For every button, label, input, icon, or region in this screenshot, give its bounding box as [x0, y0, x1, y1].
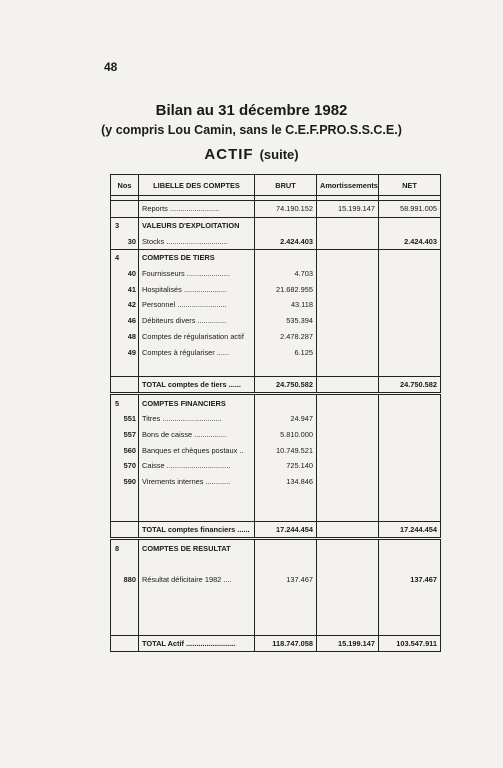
table-cell: 570	[111, 458, 139, 474]
table-cell: COMPTES DE RESULTAT	[139, 539, 255, 556]
table-cell: 535.394	[255, 313, 317, 329]
table-cell: Caisse ...............................	[139, 458, 255, 474]
table-cell	[139, 619, 255, 635]
table-row	[111, 603, 441, 619]
table-cell: 118.747.058	[255, 635, 317, 652]
table-row	[111, 344, 441, 360]
table-cell	[139, 505, 255, 521]
table-cell: 3	[111, 217, 139, 233]
table-row	[111, 394, 441, 411]
table-cell	[255, 217, 317, 233]
table-cell: Personnel ........................	[139, 297, 255, 313]
table-cell	[379, 394, 441, 411]
table-cell: 48	[111, 329, 139, 345]
table-cell	[255, 489, 317, 505]
header-amortissements: Amortissements	[317, 175, 379, 196]
table-cell	[111, 505, 139, 521]
table-row	[111, 313, 441, 329]
title-actif: ACTIF	[204, 146, 254, 163]
table-row	[111, 217, 441, 233]
table-cell: 21.682.955	[255, 281, 317, 297]
table-cell	[379, 313, 441, 329]
table-cell	[255, 394, 317, 411]
table-cell	[317, 217, 379, 233]
table-row	[111, 442, 441, 458]
table-cell: Débiteurs divers ..............	[139, 313, 255, 329]
table-cell: 4	[111, 250, 139, 266]
table-cell: 30	[111, 233, 139, 249]
table-row	[111, 281, 441, 297]
table-cell	[317, 394, 379, 411]
table-row	[111, 539, 441, 556]
table-cell: 560	[111, 442, 139, 458]
title-line2: (y compris Lou Camin, sans le C.E.F.PRO.S.S.C.E.)	[101, 123, 402, 137]
title-suite: (suite)	[259, 147, 299, 162]
table-cell	[379, 329, 441, 345]
table-cell	[111, 635, 139, 652]
table-cell	[317, 281, 379, 297]
table-row	[111, 556, 441, 572]
table-cell: 46	[111, 313, 139, 329]
table-cell	[379, 217, 441, 233]
table-cell: 24.750.582	[379, 376, 441, 394]
table-row	[111, 619, 441, 635]
table-cell: 137.467	[255, 572, 317, 588]
table-cell	[111, 603, 139, 619]
table-cell: 74.190.152	[255, 201, 317, 218]
table-cell	[317, 521, 379, 539]
table-cell	[317, 588, 379, 604]
table-row	[111, 411, 441, 427]
table-cell	[379, 603, 441, 619]
table-row	[111, 297, 441, 313]
table-cell: 4.703	[255, 266, 317, 282]
table-cell	[255, 603, 317, 619]
table-cell: VALEURS D'EXPLOITATION	[139, 217, 255, 233]
table-cell: TOTAL comptes financiers ......	[139, 521, 255, 539]
table-cell	[317, 233, 379, 249]
page-number: 48	[104, 60, 118, 74]
table-row	[111, 360, 441, 376]
table-cell: 2.424.403	[379, 233, 441, 249]
table-cell	[317, 474, 379, 490]
table-cell	[111, 521, 139, 539]
table-cell	[317, 427, 379, 443]
table-cell: Bons de caisse ................	[139, 427, 255, 443]
table-cell: 137.467	[379, 572, 441, 588]
table-cell	[379, 427, 441, 443]
table-cell	[139, 588, 255, 604]
table-cell	[379, 489, 441, 505]
table-cell	[317, 505, 379, 521]
table-cell	[379, 360, 441, 376]
table-cell	[317, 539, 379, 556]
table-cell	[255, 619, 317, 635]
table-cell	[255, 360, 317, 376]
table-row	[111, 588, 441, 604]
table-cell	[379, 556, 441, 572]
table-row	[111, 250, 441, 266]
table-cell	[379, 588, 441, 604]
table-cell: Reports ........................	[139, 201, 255, 218]
table-cell: 6.125	[255, 344, 317, 360]
table-cell	[111, 588, 139, 604]
table-cell	[111, 489, 139, 505]
table-cell: Virements internes ............	[139, 474, 255, 490]
header-brut: BRUT	[255, 175, 317, 196]
table-cell	[317, 376, 379, 394]
table-cell: Titres .............................	[139, 411, 255, 427]
table-cell	[139, 556, 255, 572]
table-cell	[379, 281, 441, 297]
table-cell	[317, 329, 379, 345]
table-cell: 134.846	[255, 474, 317, 490]
table-cell: Fournisseurs .....................	[139, 266, 255, 282]
title-main	[0, 146, 503, 163]
table-cell: 8	[111, 539, 139, 556]
table-cell	[379, 458, 441, 474]
table-cell: 43.118	[255, 297, 317, 313]
table-row	[111, 427, 441, 443]
table-cell	[317, 360, 379, 376]
table-cell: 24.947	[255, 411, 317, 427]
table-cell	[379, 266, 441, 282]
table-cell: Hospitalisés .....................	[139, 281, 255, 297]
table-cell	[317, 442, 379, 458]
table-cell: 17.244.454	[255, 521, 317, 539]
table-row	[111, 201, 441, 218]
title-line1: Bilan au 31 décembre 1982	[155, 102, 348, 119]
balance-sheet-table	[110, 174, 441, 652]
table-cell: Comptes de régularisation actif	[139, 329, 255, 345]
table-cell	[317, 489, 379, 505]
table-cell: 590	[111, 474, 139, 490]
table-cell	[379, 442, 441, 458]
header-net: NET	[379, 175, 441, 196]
table-cell	[379, 539, 441, 556]
table-cell	[255, 556, 317, 572]
table-cell: Stocks ..............................	[139, 233, 255, 249]
table-cell: 17.244.454	[379, 521, 441, 539]
table-cell	[317, 313, 379, 329]
table-cell	[317, 297, 379, 313]
table-cell: 58.991.005	[379, 201, 441, 218]
table-cell	[379, 619, 441, 635]
table-cell	[317, 250, 379, 266]
table-cell: 15.199.147	[317, 635, 379, 652]
table-cell: 557	[111, 427, 139, 443]
table-cell	[317, 603, 379, 619]
table-cell	[379, 474, 441, 490]
table-cell	[139, 489, 255, 505]
table-cell: 725.140	[255, 458, 317, 474]
table-cell	[111, 376, 139, 394]
table-cell: 103.547.911	[379, 635, 441, 652]
table-row	[111, 489, 441, 505]
table-cell	[139, 360, 255, 376]
table-row-total	[111, 376, 441, 394]
table-cell: TOTAL comptes de tiers ......	[139, 376, 255, 394]
table-cell: 10.749.521	[255, 442, 317, 458]
header-libelle: LIBELLE DES COMPTES	[139, 175, 255, 196]
table-cell	[317, 266, 379, 282]
table-cell	[255, 539, 317, 556]
table-cell: Résultat déficitaire 1982 ....	[139, 572, 255, 588]
table-row	[111, 474, 441, 490]
table-cell	[111, 201, 139, 218]
table-header-row	[111, 175, 441, 196]
table-cell	[255, 588, 317, 604]
table-cell	[317, 572, 379, 588]
table-row	[111, 329, 441, 345]
table-row-grand-total	[111, 635, 441, 652]
table-cell	[111, 619, 139, 635]
table-cell	[317, 344, 379, 360]
table-cell: 41	[111, 281, 139, 297]
table-cell: 42	[111, 297, 139, 313]
table-cell	[379, 250, 441, 266]
table-cell	[317, 411, 379, 427]
table-cell: 24.750.582	[255, 376, 317, 394]
table-row	[111, 266, 441, 282]
table-cell	[255, 250, 317, 266]
table-cell	[379, 297, 441, 313]
table-row	[111, 572, 441, 588]
table-cell: Banques et chèques postaux ..	[139, 442, 255, 458]
table-cell: 880	[111, 572, 139, 588]
table-cell	[111, 556, 139, 572]
table-cell: 40	[111, 266, 139, 282]
table-cell: 2.478.287	[255, 329, 317, 345]
table-cell: 551	[111, 411, 139, 427]
table-cell	[255, 505, 317, 521]
table-cell: 2.424.403	[255, 233, 317, 249]
table-cell: 49	[111, 344, 139, 360]
table-cell	[317, 556, 379, 572]
table-cell	[379, 505, 441, 521]
table-cell: COMPTES FINANCIERS	[139, 394, 255, 411]
table-cell	[317, 619, 379, 635]
table-row	[111, 458, 441, 474]
table-cell: 15.199.147	[317, 201, 379, 218]
table-cell	[139, 603, 255, 619]
table-cell: Comptes à régulariser ......	[139, 344, 255, 360]
table-cell	[379, 411, 441, 427]
table-row-total	[111, 521, 441, 539]
header-no: Nos	[111, 175, 139, 196]
table-cell: COMPTES DE TIERS	[139, 250, 255, 266]
table-cell	[111, 360, 139, 376]
table-cell: TOTAL Actif ........................	[139, 635, 255, 652]
table-row	[111, 505, 441, 521]
table-cell	[379, 344, 441, 360]
table-row	[111, 233, 441, 249]
table-cell: 5.810.000	[255, 427, 317, 443]
table-cell: 5	[111, 394, 139, 411]
table-cell	[317, 458, 379, 474]
